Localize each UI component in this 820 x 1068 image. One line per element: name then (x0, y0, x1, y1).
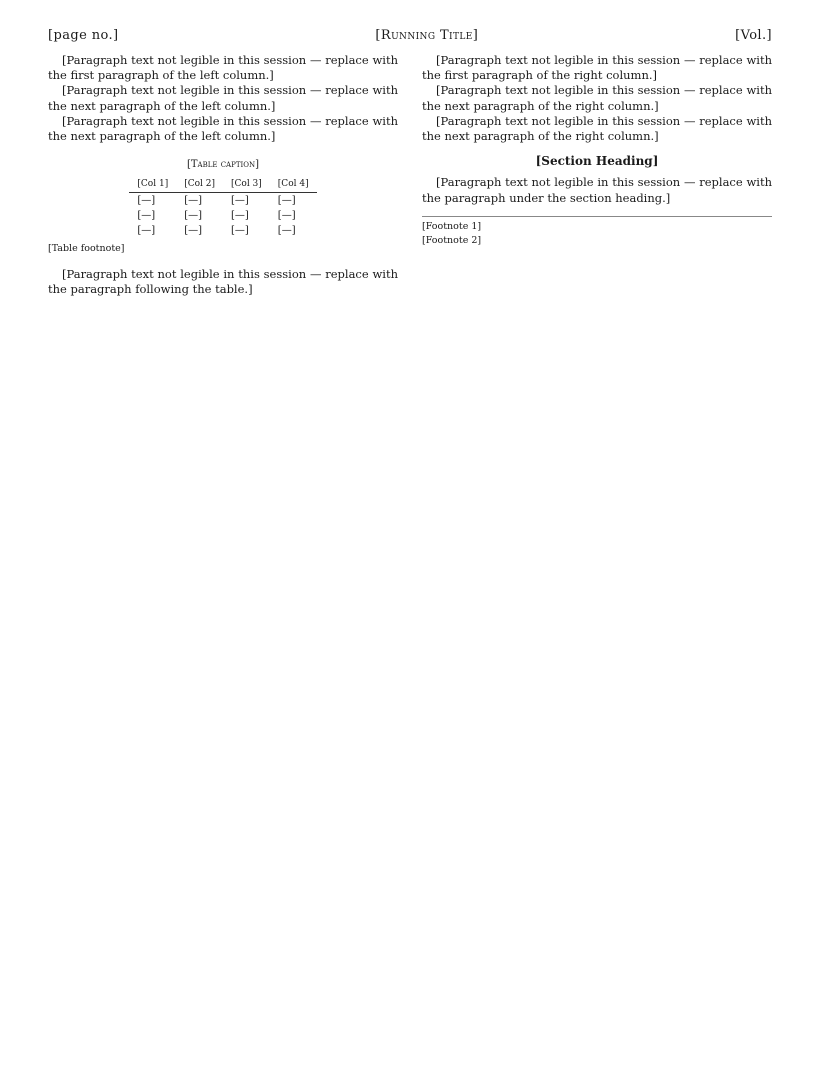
table-cell: [—] (277, 210, 296, 222)
table-row (129, 193, 316, 209)
section-heading: [Section Heading] (535, 154, 659, 169)
table-header-cell: [Col 3] (223, 177, 270, 193)
table-cell: [—] (277, 195, 296, 207)
table-header-cell: [Col 2] (176, 177, 223, 193)
table-cell: [—] (137, 210, 156, 222)
footnotes (422, 216, 772, 248)
volume-label: [Vol.] (735, 28, 772, 43)
table-cell: [—] (184, 195, 203, 207)
table-caption: [Table caption] (186, 159, 260, 171)
table-header-cell: [Col 4] (270, 177, 317, 193)
table-cell: [—] (231, 210, 249, 222)
left-column (48, 53, 398, 298)
table-row (129, 223, 316, 238)
running-head (48, 28, 772, 53)
data-table-block (48, 158, 398, 255)
data-table (129, 177, 316, 238)
table-cell: [—] (184, 225, 203, 237)
paragraph: [Paragraph text not legible in this session — replace with the first paragraph of the right column.] (422, 53, 772, 83)
running-title: [Running Title] (375, 28, 479, 43)
table-cell: [—] (231, 195, 249, 207)
table-cell: [—] (137, 225, 156, 237)
table-row (129, 208, 316, 223)
right-column (422, 53, 772, 298)
paragraph: [Paragraph text not legible in this session — replace with the first paragraph of the left column.] (48, 53, 398, 83)
paragraph: [Paragraph text not legible in this session — replace with the next paragraph of the left column.] (48, 83, 398, 113)
two-column-body (48, 53, 772, 298)
page-number: [page no.] (48, 28, 119, 43)
table-cell: [—] (231, 225, 249, 237)
paragraph: [Paragraph text not legible in this session — replace with the paragraph under the section heading.] (422, 175, 772, 205)
paragraph: [Paragraph text not legible in this session — replace with the next paragraph of the right column.] (422, 83, 772, 113)
table-cell: [—] (137, 195, 156, 207)
table-header-cell: [Col 1] (129, 177, 176, 193)
footnote: [Footnote 2] (422, 235, 482, 247)
paragraph: [Paragraph text not legible in this session — replace with the next paragraph of the left column.] (48, 113, 398, 144)
paragraph: [Paragraph text not legible in this session — replace with the next paragraph of the right column.] (422, 113, 772, 144)
table-cell: [—] (184, 210, 203, 222)
table-footnote: [Table footnote] (48, 243, 125, 255)
table-header-row (129, 177, 316, 193)
table-cell: [—] (277, 225, 296, 237)
footnote: [Footnote 1] (422, 220, 482, 232)
paragraph: [Paragraph text not legible in this session — replace with the paragraph following the table.] (48, 267, 398, 297)
